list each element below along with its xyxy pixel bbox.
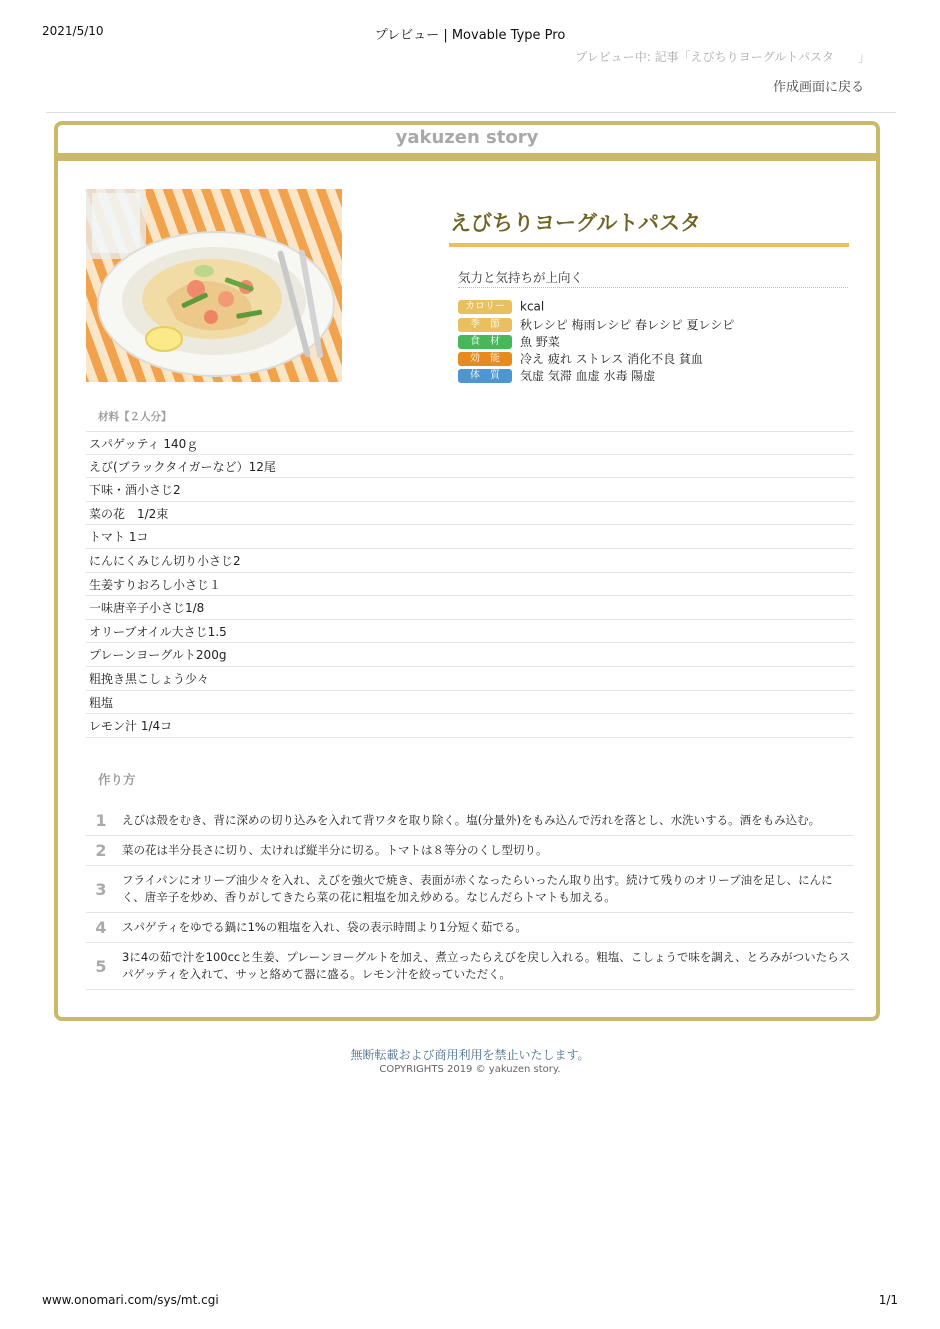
step-row	[86, 866, 854, 913]
ingredient-type-badge: 食 材	[458, 335, 512, 349]
steps-list	[86, 806, 854, 990]
constitution-badge: 体 質	[458, 369, 512, 383]
ingredient-item: 下味・酒小さじ2	[86, 478, 854, 502]
print-page-number: 1/1	[878, 1293, 898, 1307]
site-title[interactable]: yakuzen story	[395, 127, 539, 148]
calorie-badge: カロリー	[458, 300, 512, 314]
meta-constitution	[458, 367, 655, 383]
step-row	[86, 806, 854, 836]
effect-badge: 効 能	[458, 352, 512, 366]
meta-effect	[458, 350, 703, 366]
ingredients-list	[86, 431, 854, 738]
ingredient-item: 粗塩	[86, 691, 854, 715]
recipe-photo	[86, 189, 342, 382]
ingredient-item: オリーブオイル大さじ1.5	[86, 620, 854, 644]
recipe-frame	[54, 121, 880, 1021]
subtitle-divider	[458, 287, 848, 288]
step-row	[86, 913, 854, 943]
ingredients-heading: 材料【２人分】	[98, 411, 172, 423]
meta-season	[458, 316, 734, 332]
step-number: 2	[95, 841, 107, 860]
header-divider	[46, 112, 896, 113]
step-text: 3に4の茹で汁を100ccと生姜、プレーンヨーグルトを加え、煮立ったらえびを戻し入れる。粗塩、こしょうで味を調え、とろみがついたらスパゲッティを入れて、サッと絡めて器に盛る。レモン汁を絞っていただく。	[122, 950, 851, 981]
step-number: 3	[95, 879, 107, 899]
site-title-bar	[58, 153, 876, 161]
constitution-value[interactable]: 気虚 気滞 血虚 水毒 陽虚	[520, 369, 656, 383]
ingredient-item: 一味唐辛子小さじ1/8	[86, 596, 854, 620]
step-text: 菜の花は半分長さに切り、太ければ縦半分に切る。トマトは８等分のくし型切り。	[122, 843, 548, 857]
step-text: スパゲティをゆでる鍋に1%の粗塩を入れ、袋の表示時間より1分短く茹でる。	[122, 920, 527, 934]
step-row	[86, 943, 854, 990]
recipe-title: えびちりヨーグルトパスタ	[450, 211, 701, 235]
print-page-title: プレビュー | Movable Type Pro	[374, 28, 566, 43]
ingredient-item: 菜の花 1/2束	[86, 502, 854, 526]
ingredient-item: 生姜すりおろし小さじ１	[86, 573, 854, 597]
ingredient-item: にんにくみじん切り小さじ2	[86, 549, 854, 573]
step-text: えびは殻をむき、背に深めの切り込みを入れて背ワタを取り除く。塩(分量外)をもみ込んで汚れを落とし、水洗いする。酒をもみ込む。	[122, 813, 821, 827]
step-text: フライパンにオリーブ油少々を入れ、えびを強火で焼き、表面が赤くなったらいったん取り出す。続けて残りのオリーブ油を足し、にんにく、唐辛子を炒め、香りがしてきたら菜の花に粗塩を加え炒める。なじんだらトマトも加える。	[122, 873, 833, 904]
step-number: 5	[95, 956, 107, 976]
recipe-subtitle: 気力と気持ちが上向く	[458, 270, 584, 285]
step-number: 4	[95, 918, 107, 937]
ingredient-type-value[interactable]: 魚 野菜	[520, 335, 560, 349]
steps-heading: 作り方	[98, 772, 136, 787]
print-url: www.onomari.com/sys/mt.cgi	[42, 1293, 219, 1307]
calorie-value: kcal	[520, 299, 545, 314]
ingredient-item: えび(ブラックタイガーなど）12尾	[86, 455, 854, 479]
step-row	[86, 836, 854, 866]
effect-value[interactable]: 冷え 疲れ ストレス 消化不良 貧血	[520, 352, 703, 366]
back-to-editor-link[interactable]: 作成画面に戻る	[772, 80, 864, 95]
meta-calorie	[458, 299, 544, 315]
ingredient-item: プレーンヨーグルト200g	[86, 643, 854, 667]
meta-ingredient-type	[458, 333, 560, 349]
pasta-dish-illustration	[86, 189, 342, 382]
copyright-notice: 無断転載および商用利用を禁止いたします。	[350, 1048, 590, 1062]
print-date: 2021/5/10	[42, 24, 104, 38]
ingredient-item: レモン汁 1/4コ	[86, 714, 854, 738]
ingredient-item: スパゲッティ 140ｇ	[86, 431, 854, 455]
step-number: 1	[95, 811, 107, 830]
season-value[interactable]: 秋レシピ 梅雨レシピ 春レシピ 夏レシピ	[520, 318, 735, 332]
ingredient-item: 粗挽き黒こしょう少々	[86, 667, 854, 691]
season-badge: 季 節	[458, 318, 512, 332]
preview-status: プレビュー中: 記事「えびちりヨーグルトパスタ 」	[575, 50, 870, 64]
title-underline	[449, 243, 849, 247]
copyright-line: COPYRIGHTS 2019 © yakuzen story.	[379, 1064, 561, 1075]
ingredient-item: トマト 1コ	[86, 525, 854, 549]
